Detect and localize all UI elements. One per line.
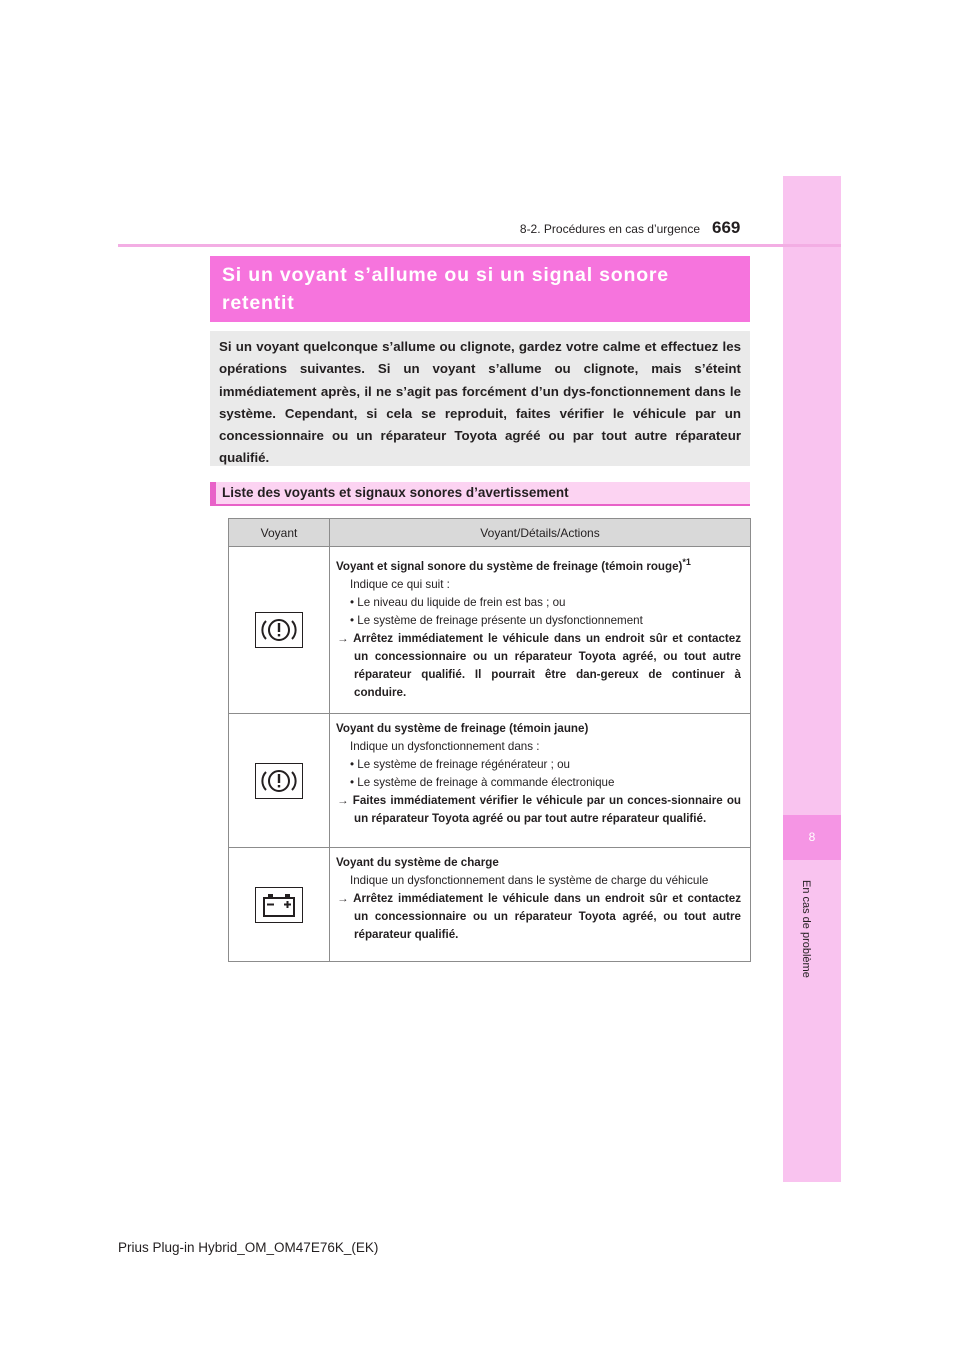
footer-doc-id: Prius Plug-in Hybrid_OM_OM47E76K_(EK) xyxy=(118,1240,379,1255)
action-text xyxy=(336,630,741,702)
row-title-text: Voyant et signal sonore du système de freinage (témoin rouge) xyxy=(336,559,683,573)
row-title xyxy=(336,553,741,576)
bullet-text: Le système de freinage présente un dysfonctionnement xyxy=(357,613,643,627)
page-number: 669 xyxy=(712,218,741,237)
action-body: Arrêtez immédiatement le véhicule dans un endroit sûr et contactez un concessionnaire ou un réparateur Toyota agréé, ou tout autre réparateur qualifié. Il pourrait être dan-gereux de continuer à conduire. xyxy=(353,631,741,699)
action-body: Faites immédiatement vérifier le véhicule par un conces-sionnaire ou un réparateur Toyota agréé ou par tout autre réparateur qualifié. xyxy=(352,794,741,825)
icon-cell xyxy=(229,547,330,714)
subheading-text: Liste des voyants et signaux sonores d’avertissement xyxy=(222,485,569,500)
page-title-box xyxy=(210,256,750,322)
bullet: • xyxy=(350,613,355,627)
details-cell xyxy=(330,547,751,714)
chapter-number-tab xyxy=(783,815,841,860)
row-title: Voyant du système de freinage (témoin jaune) xyxy=(336,722,589,735)
row-intro: Indique ce qui suit : xyxy=(350,577,450,591)
arrow-icon: → xyxy=(337,631,349,645)
table-header-row xyxy=(229,519,751,547)
chapter-title-tab xyxy=(798,880,828,1000)
icon-cell xyxy=(229,848,330,962)
arrow-icon: → xyxy=(337,892,349,905)
bullet: • xyxy=(350,595,355,609)
bullet: • xyxy=(350,758,355,771)
intro-text: Si un voyant quelconque s’allume ou clignote, gardez votre calme et effectuez les opérations suivantes. Si un voyant s’allume ou clignote, mais s’éteint immédiatement après, il ne s’agit pas forcément d’un dys-fonctionnement dans le système. Cependant, si cela se reproduit, faites vérifier le véhicule par un concessionnaire ou un réparateur Toyota agréé ou par tout autre réparateur qualifié. xyxy=(219,339,741,466)
intro-box xyxy=(210,331,750,466)
table-row xyxy=(229,714,751,848)
row-intro: Indique un dysfonctionnement dans : xyxy=(350,740,540,753)
brake-warning-icon xyxy=(255,612,303,648)
list-item xyxy=(336,594,741,612)
row-intro: Indique un dysfonctionnement dans le système de charge du véhicule xyxy=(350,874,709,887)
icon-cell xyxy=(229,714,330,848)
bullet: • xyxy=(350,776,355,789)
table-header-voyant: Voyant xyxy=(229,519,330,547)
action-text xyxy=(336,792,741,828)
warning-table xyxy=(228,518,751,962)
table-row xyxy=(229,547,751,714)
list-item xyxy=(336,774,741,792)
table-header-details: Voyant/Détails/Actions xyxy=(330,519,751,547)
details-cell xyxy=(330,848,751,962)
battery-charge-icon xyxy=(255,887,303,923)
chapter-number: 8 xyxy=(808,830,816,844)
bullet-text: Le système de freinage régénérateur ; ou xyxy=(357,758,570,771)
action-text xyxy=(336,890,741,944)
page-title: Si un voyant s’allume ou si un signal sonore retentit xyxy=(222,264,669,314)
details-cell xyxy=(330,714,751,848)
chapter-title: En cas de problème xyxy=(800,880,812,978)
bullet-text: Le système de freinage à commande électronique xyxy=(357,776,615,789)
subheading xyxy=(210,482,750,506)
list-item xyxy=(336,612,741,630)
bullet-text: Le niveau du liquide de frein est bas ; ou xyxy=(357,595,566,609)
header-divider xyxy=(118,244,841,247)
footnote-marker: *1 xyxy=(682,557,691,567)
row-title: Voyant du système de charge xyxy=(336,856,499,869)
table-row xyxy=(229,848,751,962)
arrow-icon: → xyxy=(337,794,349,807)
brake-warning-icon xyxy=(255,763,303,799)
subheading-accent-bar xyxy=(210,482,216,504)
section-title: 8-2. Procédures en cas d’urgence xyxy=(519,222,700,236)
action-body: Arrêtez immédiatement le véhicule dans un endroit sûr et contactez un concessionnaire ou un réparateur Toyota agréé, ou tout autre réparateur qualifié. xyxy=(353,892,741,941)
side-tab-strip xyxy=(783,176,841,1182)
list-item xyxy=(336,756,741,774)
